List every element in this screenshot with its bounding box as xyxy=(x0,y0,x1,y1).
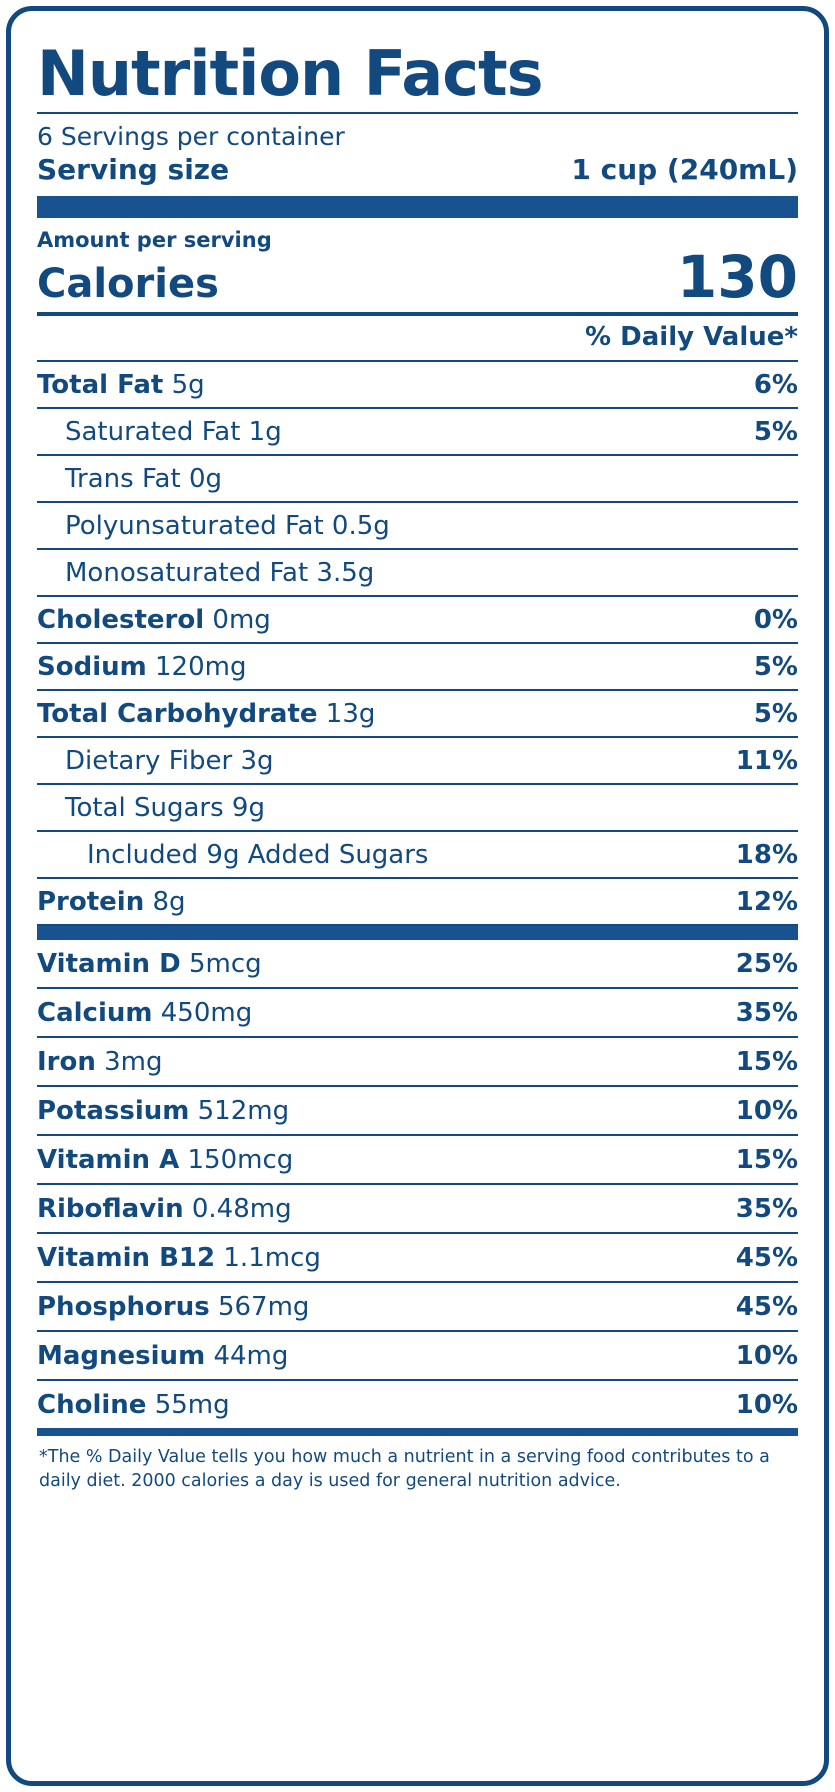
vitamin-row xyxy=(37,1038,798,1085)
vitamin-daily-value: 15% xyxy=(735,1047,798,1078)
vitamin-name xyxy=(37,1292,309,1322)
vitamin-row xyxy=(37,989,798,1036)
servings-per-container: 6 Servings per container xyxy=(37,122,345,152)
vitamin-amount: 44mg xyxy=(213,1341,289,1372)
nutrient-row xyxy=(37,738,798,783)
nutrient-row xyxy=(37,550,798,595)
nutrient-row xyxy=(37,409,798,454)
vitamin-amount: 0.48mg xyxy=(191,1194,292,1225)
vitamin-amount: 450mg xyxy=(160,998,253,1029)
vitamin-row xyxy=(37,1381,798,1428)
nutrient-daily-value: 5% xyxy=(753,699,798,730)
vitamin-name xyxy=(37,1047,163,1077)
vitamin-row xyxy=(37,1185,798,1232)
nutrient-name xyxy=(37,652,246,682)
nutrient-daily-value: 5% xyxy=(753,652,798,683)
vitamin-row xyxy=(37,940,798,987)
nutrient-amount: 5g xyxy=(171,370,205,401)
vitamin-name-text: Calcium xyxy=(37,998,153,1029)
vitamin-daily-value: 10% xyxy=(735,1096,798,1127)
serving-size-row xyxy=(37,153,798,186)
vitamin-name-text: Potassium xyxy=(37,1096,190,1127)
nutrient-name xyxy=(65,417,282,447)
nutrient-row xyxy=(37,691,798,736)
nutrient-row xyxy=(37,362,798,407)
nutrient-name xyxy=(37,370,205,400)
nutrient-daily-value: 11% xyxy=(735,746,798,777)
nutrient-amount: 9g xyxy=(231,793,265,824)
vitamin-name-text: Magnesium xyxy=(37,1341,206,1372)
amount-per-serving-label: Amount per serving xyxy=(37,228,272,253)
vitamin-daily-value: 10% xyxy=(735,1390,798,1421)
vitamin-name-text: Choline xyxy=(37,1390,147,1421)
nutrition-facts-label xyxy=(6,6,829,1786)
nutrient-amount: 0.5g xyxy=(331,511,390,542)
nutrient-amount: 120mg xyxy=(154,652,247,683)
nutrient-daily-value: 18% xyxy=(735,840,798,871)
nutrient-row xyxy=(37,785,798,830)
nutrient-name-text: Sodium xyxy=(37,652,147,683)
nutrient-name xyxy=(37,887,186,917)
vitamin-row xyxy=(37,1136,798,1183)
vitamin-amount: 567mg xyxy=(217,1292,310,1323)
nutrient-amount: 3g xyxy=(240,746,274,777)
nutrient-row xyxy=(37,456,798,501)
vitamin-name-text: Riboflavin xyxy=(37,1194,184,1225)
vitamin-name-text: Phosphorus xyxy=(37,1292,210,1323)
vitamin-name xyxy=(37,1341,288,1371)
nutrient-name-text: Total Carbohydrate xyxy=(37,699,318,730)
nutrient-name-text: Saturated Fat xyxy=(65,417,241,448)
nutrient-row xyxy=(37,597,798,642)
vitamin-amount: 5mcg xyxy=(188,949,262,980)
nutrient-row xyxy=(37,503,798,548)
vitamin-name-text: Vitamin B12 xyxy=(37,1243,216,1274)
vitamin-amount: 3mg xyxy=(104,1047,163,1078)
nutrient-row xyxy=(37,879,798,924)
nutrient-name-text: Cholesterol xyxy=(37,605,205,636)
calories-label: Calories xyxy=(37,261,219,308)
nutrient-row xyxy=(37,832,798,877)
nutrient-name-text: Total Sugars xyxy=(65,793,224,824)
divider-thick-top xyxy=(37,196,798,218)
vitamin-name xyxy=(37,1243,321,1273)
divider-footnote xyxy=(37,1428,798,1436)
nutrient-name-text: Dietary Fiber xyxy=(65,746,233,777)
vitamin-row xyxy=(37,1332,798,1379)
calories-row xyxy=(37,243,798,312)
vitamin-name-text: Vitamin D xyxy=(37,949,181,980)
vitamin-daily-value: 35% xyxy=(735,1194,798,1225)
divider-thick-vitamins xyxy=(37,926,798,940)
nutrient-name xyxy=(65,464,222,494)
nutrient-name xyxy=(65,746,274,776)
vitamin-amount: 512mg xyxy=(197,1096,290,1127)
nutrient-amount: 3.5g xyxy=(316,558,375,589)
vitamin-daily-value: 45% xyxy=(735,1292,798,1323)
nutrient-name-text: Protein xyxy=(37,887,145,918)
vitamin-row xyxy=(37,1283,798,1330)
page-title: Nutrition Facts xyxy=(37,37,543,110)
nutrient-name-text: Polyunsaturated Fat xyxy=(65,511,324,542)
nutrient-name-text: Total Fat xyxy=(37,370,164,401)
calories-value: 130 xyxy=(676,243,798,312)
vitamin-name xyxy=(37,949,262,979)
nutrient-daily-value: 12% xyxy=(735,887,798,918)
nutrient-amount: 0mg xyxy=(212,605,271,636)
vitamin-amount: 55mg xyxy=(154,1390,230,1421)
nutrient-name xyxy=(65,511,390,541)
vitamin-name-text: Vitamin A xyxy=(37,1145,180,1176)
vitamin-name xyxy=(37,1096,289,1126)
nutrient-amount: 13g xyxy=(325,699,376,730)
vitamin-name xyxy=(37,1390,230,1420)
vitamin-name xyxy=(37,1145,293,1175)
nutrient-name xyxy=(65,793,265,823)
nutrient-amount: 8g xyxy=(152,887,186,918)
vitamin-daily-value: 15% xyxy=(735,1145,798,1176)
nutrient-name xyxy=(87,840,428,870)
nutrient-daily-value: 5% xyxy=(753,417,798,448)
vitamin-daily-value: 25% xyxy=(735,949,798,980)
nutrient-amount: 1g xyxy=(248,417,282,448)
daily-value-header: % Daily Value* xyxy=(585,322,798,353)
nutrient-name xyxy=(37,699,375,729)
vitamin-daily-value: 35% xyxy=(735,998,798,1029)
vitamin-amount: 1.1mcg xyxy=(223,1243,321,1274)
vitamin-row xyxy=(37,1234,798,1281)
vitamin-daily-value: 45% xyxy=(735,1243,798,1274)
vitamin-name xyxy=(37,1194,292,1224)
nutrient-name-text: Trans Fat xyxy=(65,464,181,495)
nutrient-amount: 0g xyxy=(188,464,222,495)
serving-size-label: Serving size xyxy=(37,153,230,187)
vitamin-daily-value: 10% xyxy=(735,1341,798,1372)
vitamin-name xyxy=(37,998,252,1028)
vitamin-list xyxy=(37,940,798,1428)
nutrient-row xyxy=(37,644,798,689)
nutrient-name xyxy=(65,558,374,588)
nutrient-name-text: Included 9g Added Sugars xyxy=(87,840,429,871)
vitamin-name-text: Iron xyxy=(37,1047,96,1078)
nutrient-daily-value: 0% xyxy=(753,605,798,636)
footnote: *The % Daily Value tells you how much a nutrient in a serving food contributes to a daily diet. 2000 calories a day is used for general nutrition advice. xyxy=(39,1447,770,1491)
nutrient-daily-value: 6% xyxy=(753,370,798,401)
vitamin-amount: 150mcg xyxy=(187,1145,294,1176)
divider-title xyxy=(37,112,798,114)
vitamin-row xyxy=(37,1087,798,1134)
nutrient-name-text: Monosaturated Fat xyxy=(65,558,309,589)
nutrient-name xyxy=(37,605,271,635)
nutrient-list xyxy=(37,362,798,926)
serving-size-value: 1 cup (240mL) xyxy=(571,153,798,187)
